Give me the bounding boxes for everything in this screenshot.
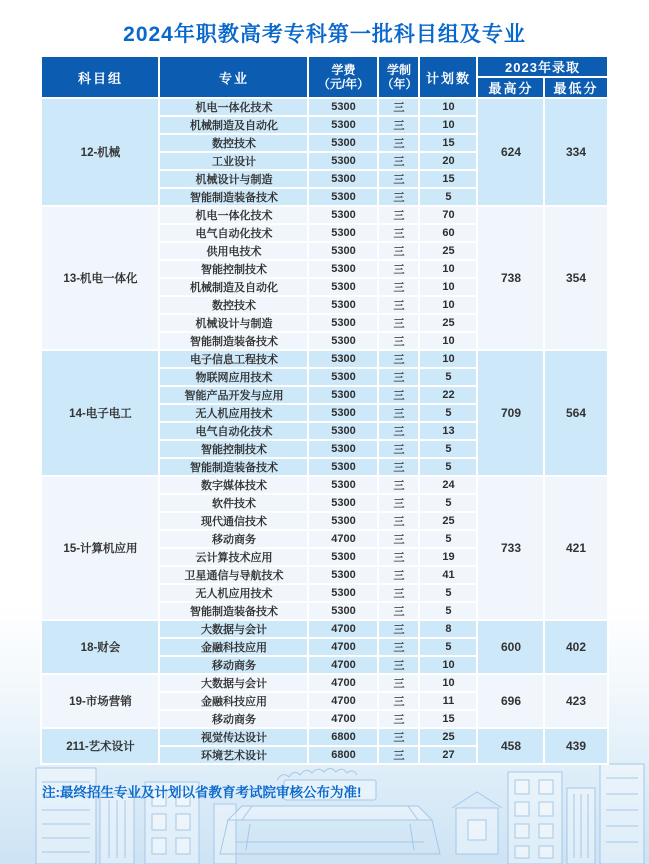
duration-cell: 三 (378, 512, 419, 530)
max-score-cell: 696 (477, 674, 544, 728)
tuition-cell: 5300 (308, 224, 378, 242)
major-cell: 软件技术 (159, 494, 308, 512)
tuition-cell: 5300 (308, 566, 378, 584)
header-admission-2023: 2023年录取 (477, 56, 607, 77)
subject-group-cell: 18-财会 (41, 620, 159, 674)
subject-group-cell: 12-机械 (41, 98, 159, 206)
duration-cell: 三 (378, 458, 419, 476)
plan-count-cell: 60 (419, 224, 477, 242)
plan-count-cell: 20 (419, 152, 477, 170)
major-cell: 移动商务 (159, 656, 308, 674)
table-row (41, 620, 607, 638)
plan-count-cell: 5 (419, 530, 477, 548)
duration-cell: 三 (378, 494, 419, 512)
duration-cell: 三 (378, 332, 419, 350)
max-score-cell: 733 (477, 476, 544, 620)
duration-cell: 三 (378, 620, 419, 638)
plan-count-cell: 11 (419, 692, 477, 710)
min-score-cell: 334 (544, 98, 607, 206)
plan-count-cell: 10 (419, 656, 477, 674)
plan-count-cell: 13 (419, 422, 477, 440)
major-cell: 无人机应用技术 (159, 404, 308, 422)
header-tuition (308, 56, 378, 98)
tuition-cell: 5300 (308, 134, 378, 152)
plan-count-cell: 10 (419, 116, 477, 134)
tuition-cell: 6800 (308, 728, 378, 746)
tuition-cell: 5300 (308, 170, 378, 188)
tuition-cell: 4700 (308, 530, 378, 548)
plan-count-cell: 10 (419, 260, 477, 278)
duration-cell: 三 (378, 440, 419, 458)
duration-cell: 三 (378, 602, 419, 620)
table-row (41, 206, 607, 224)
tuition-cell: 5300 (308, 584, 378, 602)
tuition-cell: 6800 (308, 746, 378, 764)
duration-cell: 三 (378, 674, 419, 692)
major-cell: 机电一体化技术 (159, 206, 308, 224)
duration-cell: 三 (378, 206, 419, 224)
header-tuition-line2: （元/年） (317, 77, 370, 91)
table-row (41, 98, 607, 116)
min-score-cell: 439 (544, 728, 607, 764)
tuition-cell: 5300 (308, 278, 378, 296)
duration-cell: 三 (378, 188, 419, 206)
tuition-cell: 5300 (308, 314, 378, 332)
plan-count-cell: 10 (419, 350, 477, 368)
plan-count-cell: 15 (419, 134, 477, 152)
tuition-cell: 5300 (308, 152, 378, 170)
tuition-cell: 4700 (308, 656, 378, 674)
subject-group-cell: 15-计算机应用 (41, 476, 159, 620)
tuition-cell: 5300 (308, 602, 378, 620)
duration-cell: 三 (378, 656, 419, 674)
major-cell: 智能制造装备技术 (159, 188, 308, 206)
tuition-cell: 5300 (308, 260, 378, 278)
duration-cell: 三 (378, 116, 419, 134)
duration-cell: 三 (378, 584, 419, 602)
max-score-cell: 600 (477, 620, 544, 674)
plan-count-cell: 19 (419, 548, 477, 566)
tuition-cell: 5300 (308, 368, 378, 386)
plan-count-cell: 10 (419, 296, 477, 314)
major-cell: 数字媒体技术 (159, 476, 308, 494)
header-max-score: 最高分 (477, 77, 544, 98)
major-cell: 机电一体化技术 (159, 98, 308, 116)
plan-count-cell: 15 (419, 170, 477, 188)
major-cell: 智能制造装备技术 (159, 602, 308, 620)
plan-count-cell: 10 (419, 98, 477, 116)
duration-cell: 三 (378, 728, 419, 746)
tuition-cell: 5300 (308, 476, 378, 494)
plan-count-cell: 5 (419, 458, 477, 476)
duration-cell: 三 (378, 260, 419, 278)
table-header (41, 56, 607, 98)
plan-count-cell: 8 (419, 620, 477, 638)
max-score-cell: 709 (477, 350, 544, 476)
subject-group-cell: 211-艺术设计 (41, 728, 159, 764)
plan-count-cell: 5 (419, 404, 477, 422)
plan-count-cell: 10 (419, 278, 477, 296)
duration-cell: 三 (378, 548, 419, 566)
header-row-1 (41, 56, 607, 77)
page-title: 2024年职教高考专科第一批科目组及专业 (123, 23, 526, 46)
tuition-cell: 5300 (308, 350, 378, 368)
duration-cell: 三 (378, 278, 419, 296)
plan-count-cell: 25 (419, 728, 477, 746)
tuition-cell: 4700 (308, 638, 378, 656)
major-cell: 视觉传达设计 (159, 728, 308, 746)
duration-cell: 三 (378, 566, 419, 584)
duration-cell: 三 (378, 368, 419, 386)
duration-cell: 三 (378, 134, 419, 152)
major-cell: 移动商务 (159, 710, 308, 728)
duration-cell: 三 (378, 386, 419, 404)
major-cell: 智能产品开发与应用 (159, 386, 308, 404)
duration-cell: 三 (378, 296, 419, 314)
plan-count-cell: 10 (419, 332, 477, 350)
min-score-cell: 354 (544, 206, 607, 350)
duration-cell: 三 (378, 404, 419, 422)
plan-count-cell: 10 (419, 674, 477, 692)
table-row (41, 674, 607, 692)
major-cell: 机械设计与制造 (159, 170, 308, 188)
tuition-cell: 4700 (308, 710, 378, 728)
duration-cell: 三 (378, 170, 419, 188)
major-cell: 工业设计 (159, 152, 308, 170)
plan-count-cell: 25 (419, 242, 477, 260)
major-cell: 电气自动化技术 (159, 422, 308, 440)
major-cell: 无人机应用技术 (159, 584, 308, 602)
plan-count-cell: 15 (419, 710, 477, 728)
duration-cell: 三 (378, 224, 419, 242)
table-body (41, 98, 607, 764)
major-cell: 环境艺术设计 (159, 746, 308, 764)
header-plan: 计划数 (419, 56, 477, 98)
major-cell: 金融科技应用 (159, 638, 308, 656)
tuition-cell: 4700 (308, 692, 378, 710)
duration-cell: 三 (378, 476, 419, 494)
major-cell: 智能制造装备技术 (159, 458, 308, 476)
duration-cell: 三 (378, 242, 419, 260)
plan-count-cell: 5 (419, 368, 477, 386)
plan-count-cell: 70 (419, 206, 477, 224)
major-cell: 数控技术 (159, 134, 308, 152)
header-subject-group: 科目组 (41, 56, 159, 98)
table-row (41, 728, 607, 746)
plan-count-cell: 5 (419, 494, 477, 512)
plan-count-cell: 25 (419, 512, 477, 530)
major-cell: 电气自动化技术 (159, 224, 308, 242)
tuition-cell: 5300 (308, 206, 378, 224)
header-tuition-line1: 学费 (331, 62, 356, 77)
min-score-cell: 564 (544, 350, 607, 476)
plan-count-cell: 27 (419, 746, 477, 764)
max-score-cell: 458 (477, 728, 544, 764)
major-cell: 智能控制技术 (159, 440, 308, 458)
header-duration-line2: （年） (381, 77, 418, 91)
subject-group-cell: 14-电子电工 (41, 350, 159, 476)
duration-cell: 三 (378, 710, 419, 728)
subject-group-cell: 13-机电一体化 (41, 206, 159, 350)
major-cell: 数控技术 (159, 296, 308, 314)
major-cell: 移动商务 (159, 530, 308, 548)
min-score-cell: 402 (544, 620, 607, 674)
header-duration (378, 56, 419, 98)
major-cell: 供用电技术 (159, 242, 308, 260)
table-row (41, 476, 607, 494)
major-cell: 机械设计与制造 (159, 314, 308, 332)
table-row (41, 350, 607, 368)
tuition-cell: 5300 (308, 296, 378, 314)
duration-cell: 三 (378, 746, 419, 764)
major-cell: 智能控制技术 (159, 260, 308, 278)
major-cell: 电子信息工程技术 (159, 350, 308, 368)
duration-cell: 三 (378, 422, 419, 440)
max-score-cell: 738 (477, 206, 544, 350)
plan-count-cell: 5 (419, 440, 477, 458)
plan-count-cell: 22 (419, 386, 477, 404)
duration-cell: 三 (378, 152, 419, 170)
max-score-cell: 624 (477, 98, 544, 206)
plan-count-cell: 5 (419, 584, 477, 602)
duration-cell: 三 (378, 350, 419, 368)
min-score-cell: 423 (544, 674, 607, 728)
tuition-cell: 5300 (308, 404, 378, 422)
major-cell: 现代通信技术 (159, 512, 308, 530)
tuition-cell: 5300 (308, 512, 378, 530)
tuition-cell: 5300 (308, 494, 378, 512)
tuition-cell: 5300 (308, 548, 378, 566)
header-major: 专业 (159, 56, 308, 98)
header-min-score: 最低分 (544, 77, 607, 98)
subject-group-cell: 19-市场营销 (41, 674, 159, 728)
duration-cell: 三 (378, 638, 419, 656)
header-duration-line1: 学制 (386, 62, 411, 77)
tuition-cell: 5300 (308, 116, 378, 134)
admission-table (40, 55, 608, 765)
major-cell: 物联网应用技术 (159, 368, 308, 386)
tuition-cell: 4700 (308, 674, 378, 692)
major-cell: 机械制造及自动化 (159, 278, 308, 296)
plan-count-cell: 5 (419, 188, 477, 206)
note-text: 注:最终招生专业及计划以省教育考试院审核公布为准! (42, 785, 362, 800)
major-cell: 大数据与会计 (159, 674, 308, 692)
major-cell: 智能制造装备技术 (159, 332, 308, 350)
tuition-cell: 5300 (308, 188, 378, 206)
tuition-cell: 5300 (308, 386, 378, 404)
major-cell: 机械制造及自动化 (159, 116, 308, 134)
plan-count-cell: 5 (419, 638, 477, 656)
tuition-cell: 5300 (308, 98, 378, 116)
duration-cell: 三 (378, 98, 419, 116)
tuition-cell: 5300 (308, 422, 378, 440)
duration-cell: 三 (378, 530, 419, 548)
min-score-cell: 421 (544, 476, 607, 620)
plan-count-cell: 25 (419, 314, 477, 332)
plan-count-cell: 24 (419, 476, 477, 494)
major-cell: 云计算技术应用 (159, 548, 308, 566)
tuition-cell: 5300 (308, 458, 378, 476)
plan-count-cell: 41 (419, 566, 477, 584)
duration-cell: 三 (378, 314, 419, 332)
duration-cell: 三 (378, 692, 419, 710)
plan-count-cell: 5 (419, 602, 477, 620)
tuition-cell: 5300 (308, 332, 378, 350)
major-cell: 大数据与会计 (159, 620, 308, 638)
major-cell: 金融科技应用 (159, 692, 308, 710)
major-cell: 卫星通信与导航技术 (159, 566, 308, 584)
tuition-cell: 5300 (308, 242, 378, 260)
tuition-cell: 5300 (308, 440, 378, 458)
tuition-cell: 4700 (308, 620, 378, 638)
